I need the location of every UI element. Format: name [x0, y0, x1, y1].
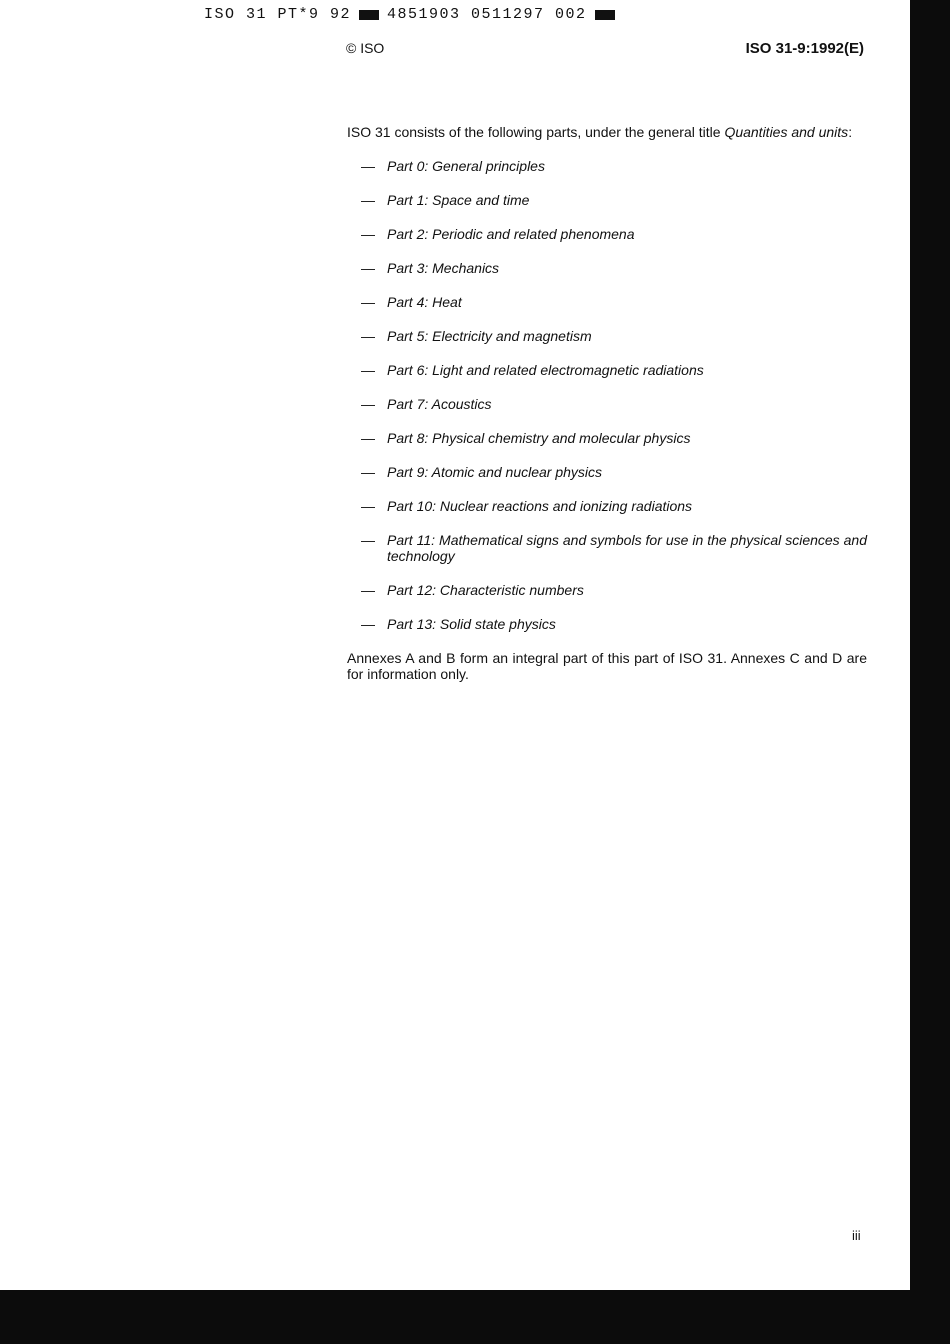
list-item	[347, 396, 867, 412]
list-item	[347, 498, 867, 514]
part-title: Part 3: Mechanics	[387, 260, 500, 276]
page-number: iii	[852, 1228, 861, 1243]
scan-border-right	[910, 0, 950, 1344]
list-item	[347, 616, 867, 632]
stamp-block-mark	[359, 10, 379, 20]
list-item	[347, 582, 867, 598]
list-item	[347, 294, 867, 310]
annex-note: Annexes A and B form an integral part of this part of ISO 31. Annexes C and D are for information only.	[347, 650, 867, 682]
list-item	[347, 226, 867, 242]
intro-text: ISO 31 consists of the following parts, under the general title	[347, 124, 725, 140]
stamp-block-mark	[595, 10, 615, 20]
scan-stamp	[204, 6, 623, 23]
list-dash: —	[361, 616, 375, 632]
parts-list	[347, 158, 867, 632]
scan-stamp-number: 4851903 0511297 002	[387, 6, 587, 23]
list-item	[347, 464, 867, 480]
part-title: Part 4: Heat	[387, 294, 462, 310]
intro-paragraph	[347, 124, 867, 140]
list-item	[347, 430, 867, 446]
part-title: Part 11: Mathematical signs and symbols for use in the physical sciences and technology	[387, 532, 867, 564]
standard-identifier: ISO 31-9:1992(E)	[745, 40, 864, 57]
part-title: Part 0: General principles	[387, 158, 545, 174]
list-item	[347, 362, 867, 378]
list-item	[347, 260, 867, 276]
copyright-label: © ISO	[346, 40, 385, 56]
part-title: Part 10: Nuclear reactions and ionizing radiations	[387, 498, 693, 514]
part-title: Part 8: Physical chemistry and molecular physics	[387, 430, 691, 446]
intro-title: Quantities and units	[724, 124, 849, 140]
list-dash: —	[361, 532, 375, 548]
list-dash: —	[361, 430, 375, 446]
list-dash: —	[361, 158, 375, 174]
list-dash: —	[361, 294, 375, 310]
part-title: Part 7: Acoustics	[387, 396, 492, 412]
part-title: Part 12: Characteristic numbers	[387, 582, 584, 598]
list-dash: —	[361, 226, 375, 242]
list-dash: —	[361, 260, 375, 276]
list-dash: —	[361, 328, 375, 344]
list-dash: —	[361, 498, 375, 514]
list-item	[347, 532, 867, 564]
list-dash: —	[361, 582, 375, 598]
scan-border-bottom	[0, 1290, 950, 1344]
part-title: Part 2: Periodic and related phenomena	[387, 226, 635, 242]
list-dash: —	[361, 362, 375, 378]
part-title: Part 1: Space and time	[387, 192, 530, 208]
part-title: Part 9: Atomic and nuclear physics	[387, 464, 603, 480]
part-title: Part 13: Solid state physics	[387, 616, 556, 632]
list-dash: —	[361, 192, 375, 208]
part-title: Part 5: Electricity and magnetism	[387, 328, 592, 344]
list-dash: —	[361, 396, 375, 412]
list-item	[347, 158, 867, 174]
intro-end: :	[848, 124, 853, 140]
list-item	[347, 328, 867, 344]
list-dash: —	[361, 464, 375, 480]
list-item	[347, 192, 867, 208]
scan-stamp-code: ISO 31 PT*9 92	[204, 6, 352, 23]
part-title: Part 6: Light and related electromagnetic radiations	[387, 362, 704, 378]
document-body	[347, 124, 867, 682]
